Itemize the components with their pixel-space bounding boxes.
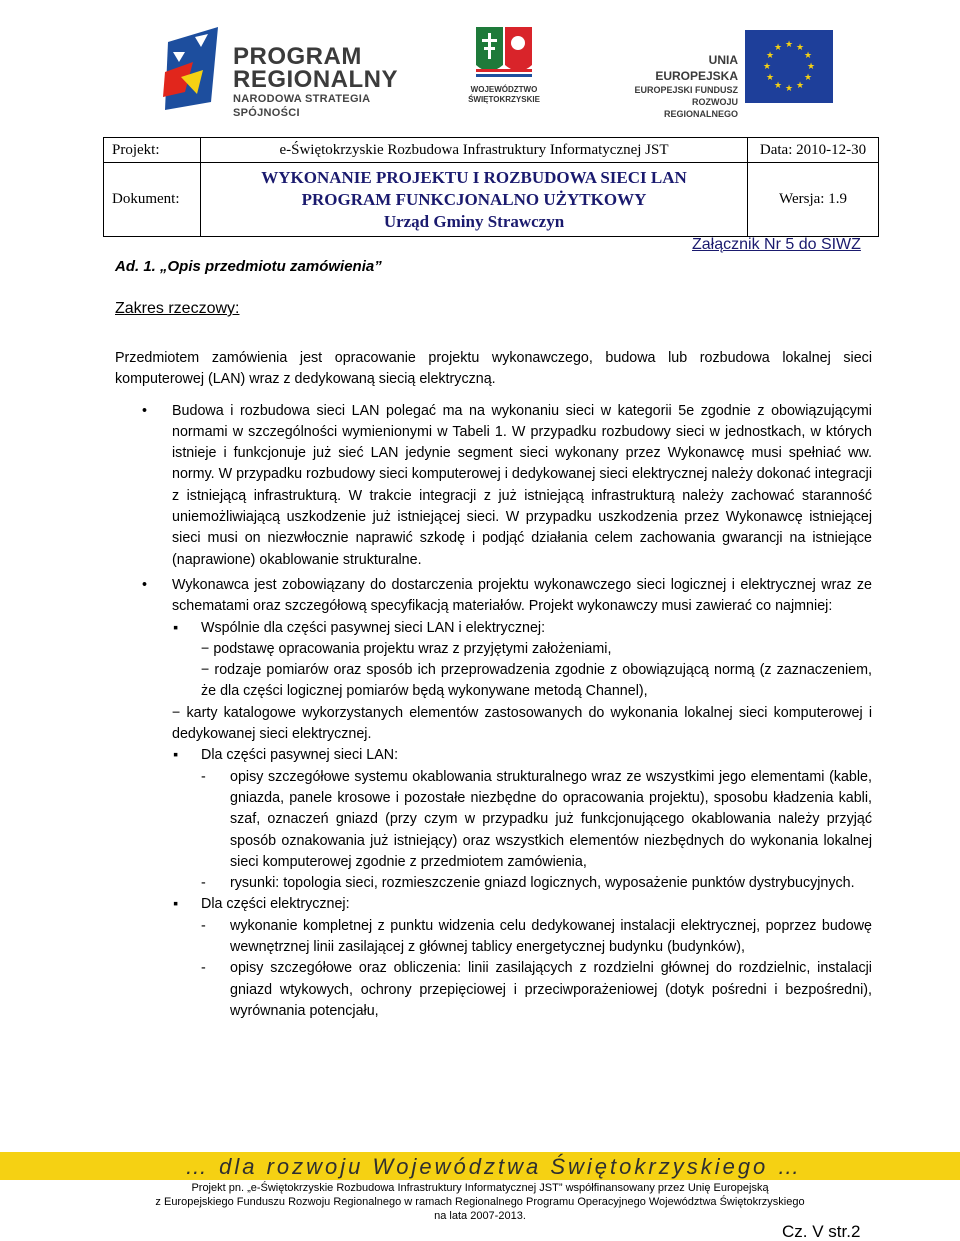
dash-line: − rodzaje pomiarów oraz sposób ich przeprowadzenia zgodnie z obowiązującą normą (z zaznaczeniem, że dla części logicznej pomiarów będą wykonywane metodą Channel), bbox=[201, 662, 872, 700]
projekt-label: Projekt: bbox=[104, 138, 201, 163]
logo-pr-line1: PROGRAM bbox=[233, 43, 362, 70]
document-date: Data: 2010-12-30 bbox=[748, 138, 879, 163]
svg-text:★: ★ bbox=[806, 62, 816, 72]
svg-text:★: ★ bbox=[803, 73, 813, 83]
projekt-value: e-Świętokrzyskie Rozbudowa Infrastruktury Informatycznej JST bbox=[201, 138, 748, 163]
eu-logo bbox=[608, 30, 833, 119]
wojewodztwo-logo bbox=[466, 25, 542, 107]
document-title-line1: WYKONANIE PROJEKTU I ROZBUDOWA SIECI LAN bbox=[261, 167, 687, 187]
svg-text:★: ★ bbox=[773, 81, 783, 91]
footer-line3: na lata 2007-2013. bbox=[434, 1210, 526, 1222]
dash-icon: - bbox=[201, 917, 206, 934]
eu-text bbox=[628, 52, 738, 120]
dash-item-text: opisy szczegółowe systemu okablowania strukturalnego wraz ze wszystkimi jego elementami (kable, gniazda, panele krosowe i pozostałe niezbędne do opracowania projektu), sposobu kładzenia kabli, szaf, oznaczeń gniazd (przy czym w przypadku już funkcjonującego okablowania należy przyjąć sposób oznakowania już istniejący) oraz wszystkich elementów niezbędnych do wykonania lokalnej sieci komputerowej zgodnie z przedmiotem zamówienia, bbox=[230, 768, 872, 870]
square-bullet-text: Dla części elektrycznej: bbox=[201, 896, 350, 913]
footer-slogan: … dla rozwoju Województwa Świętokrzyskiego … bbox=[185, 1154, 803, 1179]
logo-woj-line2: ŚWIĘTOKRZYSKIE bbox=[468, 95, 540, 104]
square-bullet-item bbox=[115, 894, 872, 915]
wojewodztwo-text bbox=[466, 85, 542, 105]
dash-item bbox=[115, 873, 872, 894]
scope-heading: Zakres rzeczowy: bbox=[115, 300, 240, 317]
document-header-table bbox=[103, 137, 879, 237]
logo-ue-line2: EUROPEJSKI FUNDUSZ bbox=[634, 85, 738, 95]
bullet-icon: • bbox=[142, 402, 148, 419]
svg-text:★: ★ bbox=[784, 40, 794, 50]
program-regionalny-text bbox=[233, 43, 433, 120]
svg-text:★: ★ bbox=[784, 84, 794, 94]
coat-of-arms-icon bbox=[466, 25, 542, 83]
logo-pr-line3: NARODOWA STRATEGIA SPÓJNOŚCI bbox=[233, 93, 370, 119]
bullet-item bbox=[115, 401, 872, 571]
program-regionalny-emblem bbox=[163, 22, 233, 112]
dash-item bbox=[115, 958, 872, 1022]
square-bullet-item bbox=[115, 745, 872, 766]
svg-text:★: ★ bbox=[773, 43, 783, 53]
bullet-item bbox=[115, 575, 872, 618]
logo-pr-line2: REGIONALNY bbox=[233, 66, 399, 93]
bullet-text: Budowa i rozbudowa sieci LAN polegać ma na wykonaniu sieci w kategorii 5e zgodnie z obowiązującymi normami w szczególności wymienionymi w Tabeli 1. W przypadku rozbudowy sieci w jednostkach, w których istnieje i funkcjonuje już sieć LAN jedynie segment sieci wykonany przez Wykonawcę musi spełniać ww. normy. W przypadku rozbudowy sieci komputerowej i dedykowanej sieci elektrycznej należy dokonać integracji z istniejącą infrastrukturą. W trakcie integracji z już istniejącą infrastrukturą należy zachować staranność uniemożliwiającą uszkodzenie już istniejącej sieci. W przypadku uszkodzenia przez Wykonawcę istniejącej sieci musi on niezwłocznie naprawić szkodę i podjąć działania celem zachowania gwarancji na istniejące (naprawione) okablowanie strukturalne. bbox=[172, 402, 872, 568]
document-title-line3: Urząd Gminy Strawczyn bbox=[383, 211, 565, 231]
svg-text:★: ★ bbox=[795, 81, 805, 91]
dash-item-text: rysunki: topologia sieci, rozmieszczenie gniazd logicznych, wyposażenie punktów dystrybucyjnych. bbox=[230, 875, 855, 892]
document-version: Wersja: 1.9 bbox=[748, 163, 879, 237]
square-bullet-icon: ▪ bbox=[173, 747, 179, 764]
square-bullet-text: Dla części pasywnej sieci LAN: bbox=[201, 747, 399, 764]
page-number: Cz. V str.2 bbox=[782, 1222, 861, 1241]
svg-text:★: ★ bbox=[803, 51, 813, 61]
square-bullet-text: Wspólnie dla części pasywnej sieci LAN i elektrycznej: bbox=[201, 619, 546, 636]
dash-icon: - bbox=[201, 960, 206, 977]
program-regionalny-logo bbox=[163, 22, 433, 119]
logo-row bbox=[0, 0, 960, 120]
header-row-project bbox=[104, 138, 879, 163]
footer-line2: z Europejskiego Funduszu Rozwoju Regionalnego w ramach Regionalnego Programu Operacyjnego Województwa Świętokrzyskiego bbox=[155, 1196, 805, 1208]
dash-icon: - bbox=[201, 875, 206, 892]
svg-text:★: ★ bbox=[762, 62, 772, 72]
intro-paragraph: Przedmiotem zamówienia jest opracowanie projektu wykonawczego, budowa lub rozbudowa lokalnej sieci komputerowej (LAN) wraz z dedykowaną siecią elektryczną. bbox=[115, 350, 872, 388]
svg-text:★: ★ bbox=[765, 73, 775, 83]
logo-ue-line1: UNIA EUROPEJSKA bbox=[655, 53, 738, 83]
dash-icon: - bbox=[201, 768, 206, 785]
bullet-icon: • bbox=[142, 576, 148, 593]
dash-item-text: wykonanie kompletnej z punktu widzenia celu dedykowanej instalacji elektrycznej, poprzez budowę wewnętrznej linii zasilającej z głównej tablicy energetycznej budynku (budynków), bbox=[230, 917, 872, 956]
logo-woj-line1: WOJEWÓDZTWO bbox=[470, 85, 538, 94]
square-bullet-icon: ▪ bbox=[173, 896, 179, 913]
document-title-line2: PROGRAM FUNKCJONALNO UŻYTKOWY bbox=[301, 189, 647, 209]
eu-flag-icon bbox=[745, 30, 833, 103]
logo-ue-line3: ROZWOJU REGIONALNEGO bbox=[663, 97, 738, 119]
attachment-label: Załącznik Nr 5 do SIWZ bbox=[692, 236, 861, 253]
square-bullet-icon: ▪ bbox=[173, 619, 179, 636]
footer-text bbox=[0, 1181, 960, 1223]
document-title bbox=[201, 163, 748, 237]
svg-text:★: ★ bbox=[795, 43, 805, 53]
svg-text:★: ★ bbox=[765, 51, 775, 61]
section-title: Ad. 1. „Opis przedmiotu zamówienia” bbox=[115, 258, 382, 275]
footer-line1: Projekt pn. „e-Świętokrzyskie Rozbudowa Infrastruktury Informatycznej JST” współfinansowany przez Unię Europejską bbox=[191, 1182, 769, 1194]
dash-line: − podstawę opracowania projektu wraz z przyjętymi założeniami, bbox=[201, 640, 612, 657]
dash-item-text: opisy szczegółowe oraz obliczenia: linii zasilających z rozdzielni głównej do rozdzielnic, instalacji gniazd wtykowych, ochrony przepięciowej i przeciwporażeniowej (dotyk pośredni i bezpośredni), wyrównania potencjału, bbox=[230, 960, 872, 1019]
dash-item bbox=[115, 767, 872, 873]
dokument-label: Dokument: bbox=[104, 163, 201, 237]
header-row-document bbox=[104, 163, 879, 237]
dash-item bbox=[115, 916, 872, 959]
bullet-text: Wykonawca jest zobowiązany do dostarczenia projektu wykonawczego sieci logicznej i elektrycznej wraz ze schematami oraz szczegółową specyfikacją materiałów. Projekt wykonawczy musi zawierać co najmniej: bbox=[172, 576, 872, 615]
dash-line: − karty katalogowe wykorzystanych elementów zastosowanych do wykonania lokalnej sieci komputerowej i dedykowanej sieci elektrycznej. bbox=[172, 704, 872, 743]
square-bullet-item bbox=[115, 618, 872, 639]
document-body bbox=[115, 348, 872, 1022]
